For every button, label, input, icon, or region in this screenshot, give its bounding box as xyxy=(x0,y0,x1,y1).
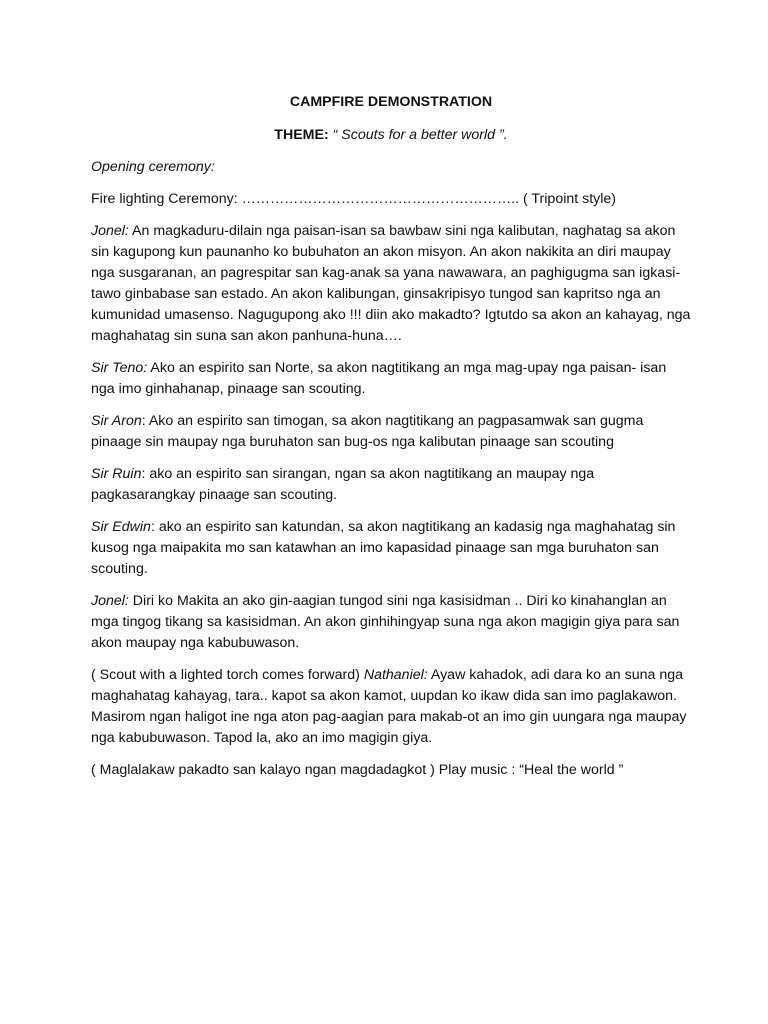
paragraph-jonel-1 xyxy=(91,221,691,347)
paragraph-text: : ako an espirito san sirangan, ngan sa akon nagtitikang an maupay nga pagkasarangkay pinaage san scouting. xyxy=(91,466,595,503)
fire-lighting-label: Fire lighting Ceremony: ………………………………………………….. xyxy=(91,191,520,207)
paragraph-nathaniel xyxy=(91,665,691,749)
speaker-name: Jonel: xyxy=(91,593,129,609)
fire-lighting-style: ( Tripoint style) xyxy=(519,191,617,207)
fire-lighting-line xyxy=(91,189,691,210)
stage-direction: ( Scout with a lighted torch comes forward) xyxy=(91,667,364,683)
theme-value: “ Scouts for a better world ”. xyxy=(332,127,508,143)
paragraph-sir-teno xyxy=(91,358,691,400)
opening-ceremony xyxy=(91,157,691,178)
paragraph-sir-ruin xyxy=(91,464,691,506)
theme-line xyxy=(91,125,691,146)
paragraph-text: Diri ko Makita an ako gin-aagian tungod sini nga kasisidman .. Diri ko kinahanglan an mga tingog tikang sa kasisidman. An akon ginhihingyap suna nga akon magigin giya para san akon maupay nga kabubuwason. xyxy=(91,593,680,651)
speaker-name: Jonel: xyxy=(91,223,129,239)
speaker-name: Sir Edwin xyxy=(91,519,151,535)
paragraph-sir-aron xyxy=(91,411,691,453)
speaker-name: Sir Teno: xyxy=(91,360,148,376)
speaker-name: Nathaniel: xyxy=(363,667,428,683)
paragraph-text: An magkaduru-dilain nga paisan-isan sa bawbaw sini nga kalibutan, naghatag sa akon sin kagupong kun paunanho ko bubuhaton an akon misyon. An akon nakikita an diri maupay nga susgaranan, an pagrespitar san kag-anak sa yana nawawara, an paghigugma san igkasi-tawo ginbabase san estado. An akon kalibungan, ginsakripisyo tungod san kapritso nga an kumunidad umasenso. Nagugupong ako !!! diin ako makadto? Igtutdo sa akon an kahayag, nga maghahatag sin suna san akon panhuna-huna…. xyxy=(91,223,691,344)
paragraph-sir-edwin xyxy=(91,517,691,580)
closing-line: ( Maglalakaw pakadto san kalayo ngan magdadagkot ) Play music : “Heal the world ” xyxy=(91,762,624,778)
opening-ceremony-text: Opening ceremony: xyxy=(91,159,215,175)
paragraph-text: : Ako an espirito san timogan, sa akon nagtitikang an pagpasamwak san gugma pinaage sin maupay nga buruhaton san bug-os nga kalibutan pinaage san scouting xyxy=(91,413,644,450)
paragraph-text: : ako an espirito san katundan, sa akon nagtitikang an kadasig nga maghahatag sin kusog nga maipakita mo san katawhan an imo kapasidad pinaage san mga buruhaton san scouting. xyxy=(91,519,676,577)
speaker-name: Sir Aron xyxy=(91,413,142,429)
paragraph-text: Ako an espirito san Norte, sa akon nagtitikang an mga mag-upay nga paisan- isan nga imo ginhahanap, pinaage san scouting. xyxy=(91,360,667,397)
document-title: CAMPFIRE DEMONSTRATION xyxy=(289,94,493,110)
document-page xyxy=(91,90,691,781)
paragraph-text: Ayaw kahadok, adi dara ko an suna nga maghahatag kahayag, tara.. kapot sa akon kamot, uupdan ko ikaw dida san imo paglakawon. Masirom ngan haligot ine nga aton pag-aagian para makab-ot an imo gin uungara nga maupay nga kabubuwason. Tapod la, ako an imo magigin giya. xyxy=(91,667,687,746)
theme-label: THEME: xyxy=(274,127,329,143)
speaker-name: Sir Ruin xyxy=(91,466,142,482)
paragraph-jonel-2 xyxy=(91,591,691,654)
